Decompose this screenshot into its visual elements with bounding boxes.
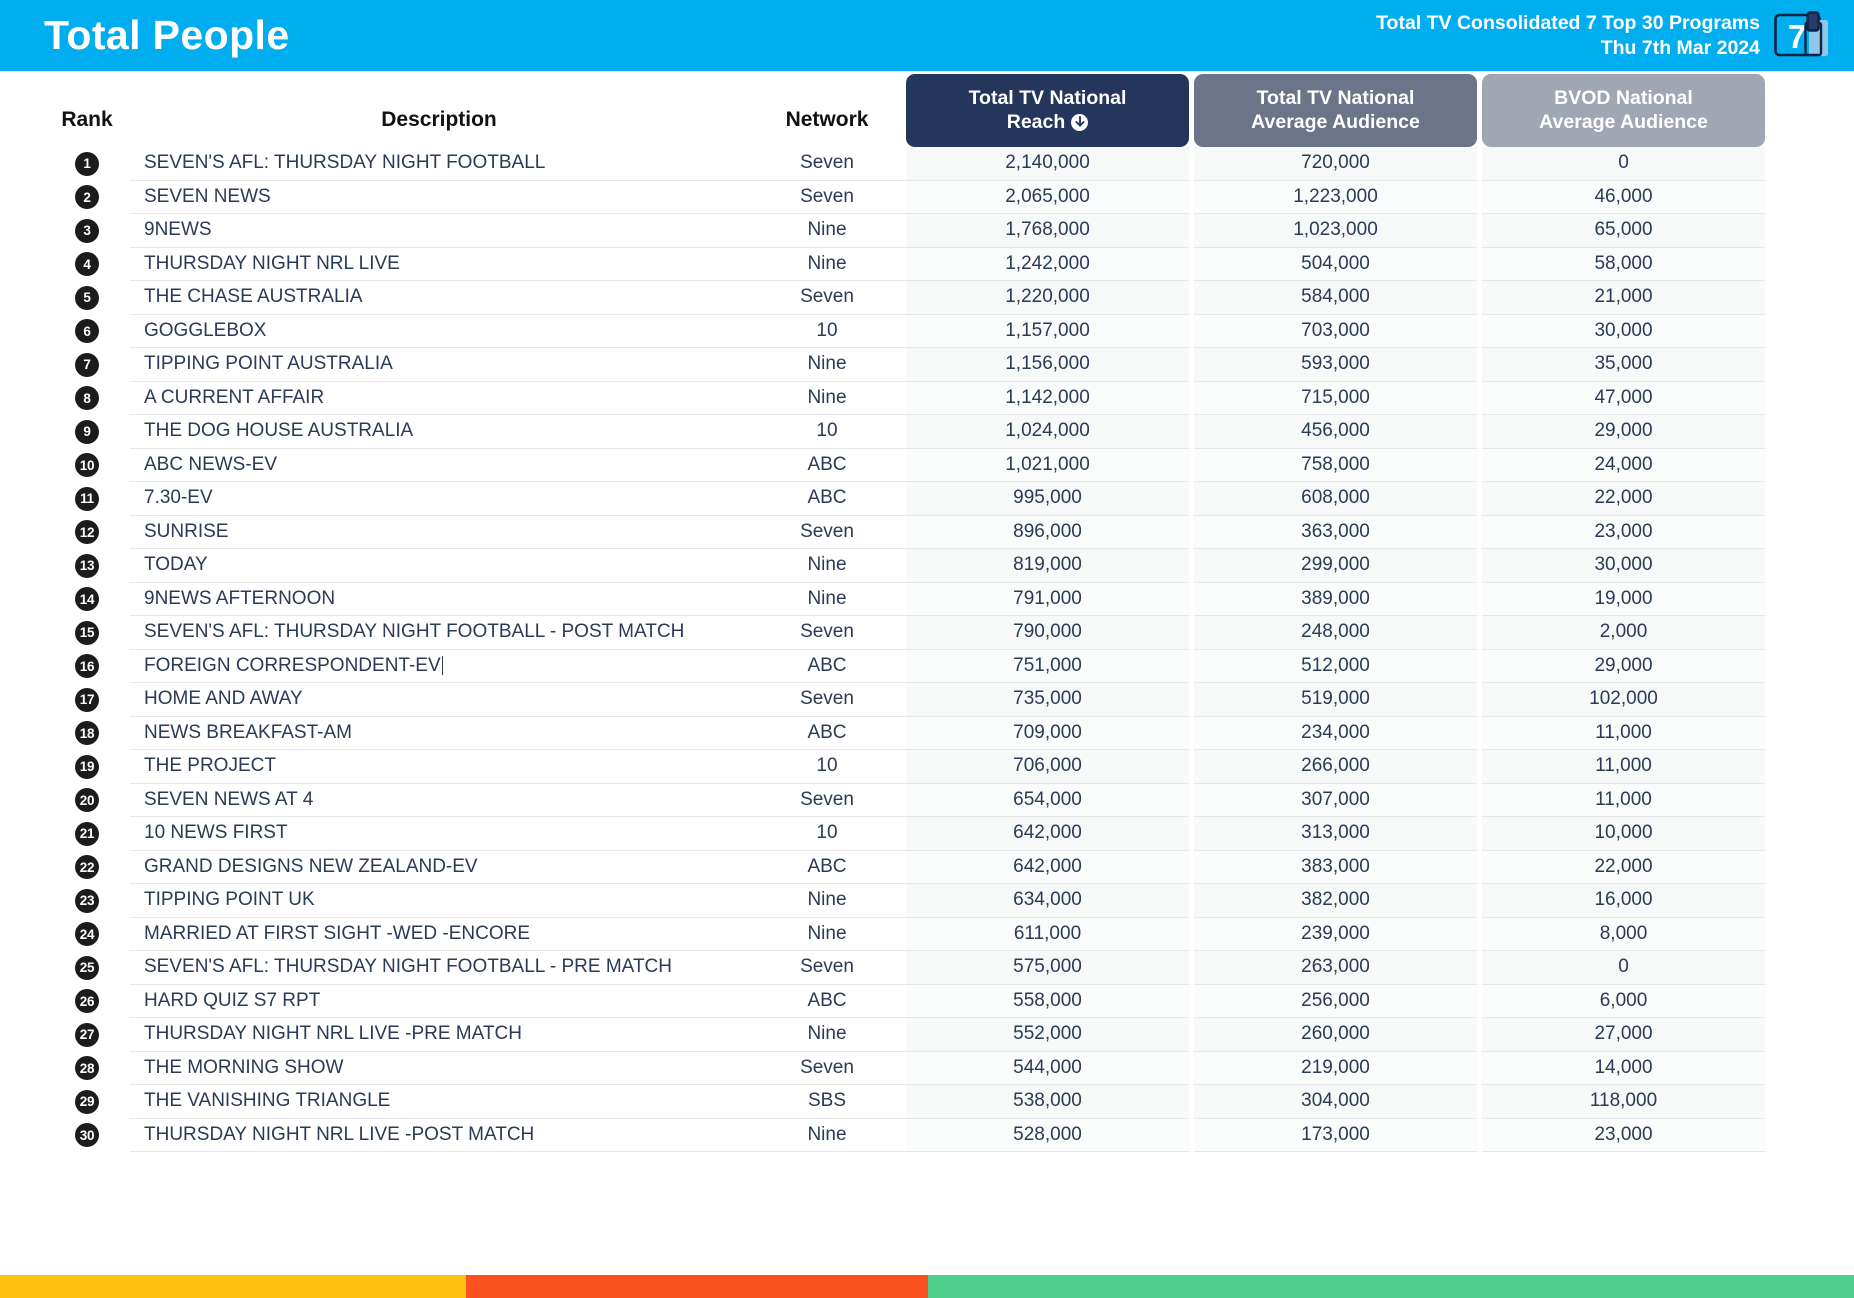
network-cell: Nine [748, 214, 906, 248]
column-header-avg-line2: Average Audience [1251, 110, 1420, 133]
bvod-national-average-audience-cell: 58,000 [1482, 248, 1765, 282]
description-text: HARD QUIZ S7 RPT [144, 989, 321, 1011]
rank-badge: 25 [75, 956, 99, 980]
total-tv-national-reach-cell: 538,000 [906, 1085, 1189, 1119]
total-tv-national-average-audience-cell: 260,000 [1194, 1018, 1477, 1052]
description-cell[interactable] [130, 1085, 748, 1119]
description-cell[interactable] [130, 851, 748, 885]
description-text: NEWS BREAKFAST-AM [144, 721, 352, 743]
rank-cell [44, 415, 130, 449]
table-row[interactable] [44, 382, 1810, 416]
total-tv-national-average-audience-cell: 1,023,000 [1194, 214, 1477, 248]
total-tv-national-reach-cell: 558,000 [906, 985, 1189, 1019]
description-cell[interactable] [130, 415, 748, 449]
table-row[interactable] [44, 985, 1810, 1019]
network-cell: Seven [748, 181, 906, 215]
total-tv-national-reach-cell: 611,000 [906, 918, 1189, 952]
bvod-national-average-audience-cell: 6,000 [1482, 985, 1765, 1019]
rank-cell [44, 382, 130, 416]
description-text: TIPPING POINT UK [144, 889, 315, 911]
network-cell: Seven [748, 281, 906, 315]
column-header-reach-line2: Reach [1006, 110, 1066, 133]
rank-cell [44, 884, 130, 918]
total-tv-national-reach-cell: 706,000 [906, 750, 1189, 784]
rank-cell [44, 315, 130, 349]
page-header [0, 0, 1854, 71]
total-tv-national-average-audience-cell: 758,000 [1194, 449, 1477, 483]
table-row[interactable] [44, 147, 1810, 181]
description-text: TODAY [144, 554, 208, 576]
total-tv-national-average-audience-cell: 703,000 [1194, 315, 1477, 349]
description-text: A CURRENT AFFAIR [144, 386, 325, 408]
description-text: SEVEN'S AFL: THURSDAY NIGHT FOOTBALL [144, 152, 546, 174]
total-tv-national-average-audience-cell: 382,000 [1194, 884, 1477, 918]
rank-badge: 8 [75, 386, 99, 410]
network-cell: Seven [748, 516, 906, 550]
total-tv-national-reach-cell: 552,000 [906, 1018, 1189, 1052]
network-cell: ABC [748, 482, 906, 516]
description-cell[interactable] [130, 1018, 748, 1052]
rank-badge: 5 [75, 286, 99, 310]
network-cell: Nine [748, 248, 906, 282]
network-cell: Nine [748, 918, 906, 952]
bvod-national-average-audience-cell: 30,000 [1482, 315, 1765, 349]
description-text: THE DOG HOUSE AUSTRALIA [144, 420, 414, 442]
bvod-national-average-audience-cell: 30,000 [1482, 549, 1765, 583]
column-header-network[interactable]: Network [785, 108, 869, 131]
rank-badge: 13 [75, 554, 99, 578]
network-cell: 10 [748, 315, 906, 349]
total-tv-national-average-audience-cell: 504,000 [1194, 248, 1477, 282]
description-cell[interactable] [130, 616, 748, 650]
total-tv-national-reach-cell: 709,000 [906, 717, 1189, 751]
table-row[interactable] [44, 1018, 1810, 1052]
rank-badge: 9 [75, 420, 99, 444]
text-cursor [442, 656, 443, 675]
rank-cell [44, 214, 130, 248]
report-meta [1376, 11, 1760, 61]
bvod-national-average-audience-cell: 24,000 [1482, 449, 1765, 483]
rank-badge: 12 [75, 520, 99, 544]
description-cell[interactable] [130, 1119, 748, 1153]
rank-badge: 2 [75, 185, 99, 209]
table-row[interactable] [44, 583, 1810, 617]
table-row[interactable] [44, 784, 1810, 818]
rank-badge: 11 [75, 487, 99, 511]
table-row[interactable] [44, 683, 1810, 717]
total-tv-national-reach-cell: 634,000 [906, 884, 1189, 918]
bvod-national-average-audience-cell: 0 [1482, 147, 1765, 181]
bvod-national-average-audience-cell: 102,000 [1482, 683, 1765, 717]
table-row[interactable] [44, 482, 1810, 516]
network-cell: 10 [748, 750, 906, 784]
rank-badge: 20 [75, 788, 99, 812]
total-tv-national-reach-cell: 1,142,000 [906, 382, 1189, 416]
total-tv-national-average-audience-cell: 219,000 [1194, 1052, 1477, 1086]
column-header-total-tv-national-reach[interactable] [906, 74, 1189, 147]
total-tv-national-average-audience-cell: 248,000 [1194, 616, 1477, 650]
description-cell[interactable] [130, 985, 748, 1019]
description-cell[interactable] [130, 214, 748, 248]
description-text: THURSDAY NIGHT NRL LIVE -PRE MATCH [144, 1023, 522, 1045]
rank-cell [44, 1085, 130, 1119]
description-text: 9NEWS AFTERNOON [144, 587, 336, 609]
total-tv-national-reach-cell: 1,157,000 [906, 315, 1189, 349]
table-row[interactable] [44, 415, 1810, 449]
report-name: Total TV Consolidated 7 Top 30 Programs [1376, 11, 1760, 34]
rank-badge: 1 [75, 152, 99, 176]
rank-cell [44, 851, 130, 885]
total-tv-national-reach-cell: 751,000 [906, 650, 1189, 684]
description-cell[interactable] [130, 348, 748, 382]
description-text: SUNRISE [144, 520, 229, 542]
total-tv-national-reach-cell: 995,000 [906, 482, 1189, 516]
rank-cell [44, 549, 130, 583]
rank-badge: 23 [75, 889, 99, 913]
description-cell[interactable] [130, 884, 748, 918]
table-row[interactable] [44, 951, 1810, 985]
description-cell[interactable] [130, 549, 748, 583]
total-tv-national-reach-cell: 791,000 [906, 583, 1189, 617]
column-header-bvod-line2: Average Audience [1539, 110, 1708, 133]
rank-cell [44, 1018, 130, 1052]
rank-cell [44, 482, 130, 516]
column-header-reach-line1: Total TV National [968, 87, 1127, 110]
rank-badge: 4 [75, 252, 99, 276]
description-text: TIPPING POINT AUSTRALIA [144, 353, 393, 375]
description-cell[interactable] [130, 281, 748, 315]
rank-cell [44, 985, 130, 1019]
rank-badge: 3 [75, 219, 99, 243]
channel-seven-logo-icon [1774, 9, 1836, 63]
total-tv-national-average-audience-cell: 715,000 [1194, 382, 1477, 416]
sort-descending-icon[interactable] [1071, 114, 1088, 131]
total-tv-national-average-audience-cell: 383,000 [1194, 851, 1477, 885]
network-cell: Nine [748, 583, 906, 617]
description-text: ABC NEWS-EV [144, 453, 278, 475]
network-cell: Nine [748, 884, 906, 918]
bvod-national-average-audience-cell: 118,000 [1482, 1085, 1765, 1119]
total-tv-national-reach-cell: 735,000 [906, 683, 1189, 717]
table-row[interactable] [44, 248, 1810, 282]
network-cell: ABC [748, 717, 906, 751]
total-tv-national-reach-cell: 1,242,000 [906, 248, 1189, 282]
rank-badge: 30 [75, 1123, 99, 1147]
total-tv-national-average-audience-cell: 307,000 [1194, 784, 1477, 818]
rank-cell [44, 717, 130, 751]
rank-badge: 29 [75, 1090, 99, 1114]
description-cell[interactable] [130, 817, 748, 851]
network-cell: Nine [748, 1119, 906, 1153]
total-tv-national-reach-cell: 642,000 [906, 817, 1189, 851]
bvod-national-average-audience-cell: 23,000 [1482, 516, 1765, 550]
rank-cell [44, 683, 130, 717]
total-tv-national-average-audience-cell: 512,000 [1194, 650, 1477, 684]
bvod-national-average-audience-cell: 65,000 [1482, 214, 1765, 248]
report-date: Thu 7th Mar 2024 [1600, 36, 1760, 59]
description-text: THE PROJECT [144, 755, 276, 777]
total-tv-national-average-audience-cell: 256,000 [1194, 985, 1477, 1019]
description-text: GRAND DESIGNS NEW ZEALAND-EV [144, 855, 478, 877]
rank-badge: 17 [75, 688, 99, 712]
bvod-national-average-audience-cell: 19,000 [1482, 583, 1765, 617]
rank-badge: 16 [75, 654, 99, 678]
column-header-avg-line1: Total TV National [1256, 87, 1415, 110]
column-header-description[interactable]: Description [381, 108, 497, 131]
rank-cell [44, 348, 130, 382]
network-cell: 10 [748, 817, 906, 851]
description-text: SEVEN'S AFL: THURSDAY NIGHT FOOTBALL - POST MATCH [144, 621, 685, 643]
table-row[interactable] [44, 1085, 1810, 1119]
total-tv-national-average-audience-cell: 299,000 [1194, 549, 1477, 583]
rank-cell [44, 1119, 130, 1153]
total-tv-national-reach-cell: 642,000 [906, 851, 1189, 885]
bvod-national-average-audience-cell: 0 [1482, 951, 1765, 985]
rank-cell [44, 1052, 130, 1086]
bvod-national-average-audience-cell: 2,000 [1482, 616, 1765, 650]
network-cell: ABC [748, 985, 906, 1019]
network-cell: Seven [748, 1052, 906, 1086]
description-cell[interactable] [130, 147, 748, 181]
total-tv-national-average-audience-cell: 263,000 [1194, 951, 1477, 985]
table-row[interactable] [44, 717, 1810, 751]
total-tv-national-average-audience-cell: 234,000 [1194, 717, 1477, 751]
page-title: Total People [44, 12, 290, 58]
network-cell: SBS [748, 1085, 906, 1119]
network-cell: Seven [748, 147, 906, 181]
total-tv-national-reach-cell: 2,140,000 [906, 147, 1189, 181]
footer-segment-orange [466, 1275, 928, 1298]
description-cell[interactable] [130, 449, 748, 483]
column-header-bvod-national-average-audience[interactable] [1482, 74, 1765, 147]
total-tv-national-reach-cell: 1,024,000 [906, 415, 1189, 449]
total-tv-national-reach-cell: 654,000 [906, 784, 1189, 818]
rank-badge: 27 [75, 1023, 99, 1047]
total-tv-national-average-audience-cell: 363,000 [1194, 516, 1477, 550]
description-text: SEVEN NEWS AT 4 [144, 788, 314, 810]
bvod-national-average-audience-cell: 22,000 [1482, 482, 1765, 516]
description-cell[interactable] [130, 181, 748, 215]
network-cell: ABC [748, 449, 906, 483]
table-row[interactable] [44, 549, 1810, 583]
footer-segment-green [928, 1275, 1854, 1298]
rank-badge: 22 [75, 855, 99, 879]
rank-cell [44, 951, 130, 985]
bvod-national-average-audience-cell: 47,000 [1482, 382, 1765, 416]
network-cell: Nine [748, 348, 906, 382]
description-cell[interactable] [130, 784, 748, 818]
description-text: MARRIED AT FIRST SIGHT -WED -ENCORE [144, 922, 531, 944]
rank-cell [44, 918, 130, 952]
bvod-national-average-audience-cell: 11,000 [1482, 784, 1765, 818]
table-row[interactable] [44, 650, 1810, 684]
total-tv-national-average-audience-cell: 593,000 [1194, 348, 1477, 382]
table-row[interactable] [44, 616, 1810, 650]
total-tv-national-average-audience-cell: 239,000 [1194, 918, 1477, 952]
bvod-national-average-audience-cell: 29,000 [1482, 650, 1765, 684]
table-row[interactable] [44, 884, 1810, 918]
description-cell[interactable] [130, 583, 748, 617]
total-tv-national-average-audience-cell: 456,000 [1194, 415, 1477, 449]
header-right-group [1376, 9, 1836, 63]
description-text: THE CHASE AUSTRALIA [144, 286, 363, 308]
column-header-total-tv-national-average-audience[interactable] [1194, 74, 1477, 147]
description-text: 7.30-EV [144, 487, 213, 509]
description-cell[interactable] [130, 1052, 748, 1086]
description-text: FOREIGN CORRESPONDENT-EV [144, 654, 441, 676]
svg-text:7: 7 [1787, 17, 1807, 55]
rank-badge: 6 [75, 319, 99, 343]
rank-badge: 19 [75, 755, 99, 779]
bvod-national-average-audience-cell: 11,000 [1482, 717, 1765, 751]
description-text: 10 NEWS FIRST [144, 822, 288, 844]
table-row[interactable] [44, 449, 1810, 483]
rank-cell [44, 650, 130, 684]
description-text: SEVEN NEWS [144, 185, 271, 207]
description-cell[interactable] [130, 918, 748, 952]
total-tv-national-average-audience-cell: 1,223,000 [1194, 181, 1477, 215]
total-tv-national-reach-cell: 1,156,000 [906, 348, 1189, 382]
description-cell[interactable] [130, 951, 748, 985]
network-cell: ABC [748, 851, 906, 885]
bvod-national-average-audience-cell: 11,000 [1482, 750, 1765, 784]
description-text: GOGGLEBOX [144, 319, 267, 341]
network-cell: Nine [748, 549, 906, 583]
description-cell[interactable] [130, 248, 748, 282]
total-tv-national-reach-cell: 544,000 [906, 1052, 1189, 1086]
rank-badge: 15 [75, 621, 99, 645]
total-tv-national-average-audience-cell: 584,000 [1194, 281, 1477, 315]
network-cell: ABC [748, 650, 906, 684]
total-tv-national-average-audience-cell: 266,000 [1194, 750, 1477, 784]
total-tv-national-reach-cell: 575,000 [906, 951, 1189, 985]
rank-cell [44, 817, 130, 851]
rank-badge: 28 [75, 1056, 99, 1080]
description-cell[interactable] [130, 315, 748, 349]
rank-badge: 7 [75, 353, 99, 377]
bvod-national-average-audience-cell: 22,000 [1482, 851, 1765, 885]
table-row[interactable] [44, 851, 1810, 885]
description-text: THURSDAY NIGHT NRL LIVE -POST MATCH [144, 1123, 535, 1145]
description-text: SEVEN'S AFL: THURSDAY NIGHT FOOTBALL - PRE MATCH [144, 956, 672, 978]
network-cell: Seven [748, 683, 906, 717]
network-cell: 10 [748, 415, 906, 449]
rank-cell [44, 750, 130, 784]
description-text: THURSDAY NIGHT NRL LIVE [144, 252, 400, 274]
network-cell: Nine [748, 382, 906, 416]
table-row[interactable] [44, 181, 1810, 215]
total-tv-national-reach-cell: 896,000 [906, 516, 1189, 550]
bvod-national-average-audience-cell: 35,000 [1482, 348, 1765, 382]
bvod-national-average-audience-cell: 10,000 [1482, 817, 1765, 851]
rank-cell [44, 449, 130, 483]
table-row[interactable] [44, 348, 1810, 382]
total-tv-national-reach-cell: 1,021,000 [906, 449, 1189, 483]
network-cell: Nine [748, 1018, 906, 1052]
table-header-row [44, 71, 1810, 147]
footer-segment-yellow [0, 1275, 466, 1298]
description-text: THE MORNING SHOW [144, 1056, 344, 1078]
rank-badge: 26 [75, 989, 99, 1013]
rank-badge: 21 [75, 822, 99, 846]
footer-color-bar [0, 1275, 1854, 1298]
total-tv-national-reach-cell: 819,000 [906, 549, 1189, 583]
total-tv-national-reach-cell: 1,220,000 [906, 281, 1189, 315]
description-text: 9NEWS [144, 219, 212, 241]
total-tv-national-average-audience-cell: 173,000 [1194, 1119, 1477, 1153]
bvod-national-average-audience-cell: 14,000 [1482, 1052, 1765, 1086]
rank-cell [44, 516, 130, 550]
table-row[interactable] [44, 817, 1810, 851]
total-tv-national-average-audience-cell: 519,000 [1194, 683, 1477, 717]
bvod-national-average-audience-cell: 29,000 [1482, 415, 1765, 449]
rank-cell [44, 147, 130, 181]
rank-badge: 24 [75, 922, 99, 946]
description-cell[interactable] [130, 482, 748, 516]
total-tv-national-average-audience-cell: 313,000 [1194, 817, 1477, 851]
description-cell[interactable] [130, 650, 748, 684]
table-row[interactable] [44, 1119, 1810, 1153]
description-cell[interactable] [130, 750, 748, 784]
total-tv-national-reach-cell: 790,000 [906, 616, 1189, 650]
description-cell[interactable] [130, 683, 748, 717]
description-cell[interactable] [130, 516, 748, 550]
table-body [44, 147, 1810, 1152]
bvod-national-average-audience-cell: 16,000 [1482, 884, 1765, 918]
rank-badge: 14 [75, 587, 99, 611]
table-row[interactable] [44, 214, 1810, 248]
rank-cell [44, 784, 130, 818]
table-row[interactable] [44, 281, 1810, 315]
rank-cell [44, 248, 130, 282]
rank-badge: 10 [75, 453, 99, 477]
total-tv-national-reach-cell: 2,065,000 [906, 181, 1189, 215]
total-tv-national-reach-cell: 528,000 [906, 1119, 1189, 1153]
total-tv-national-reach-cell: 1,768,000 [906, 214, 1189, 248]
total-tv-national-average-audience-cell: 389,000 [1194, 583, 1477, 617]
total-tv-national-average-audience-cell: 304,000 [1194, 1085, 1477, 1119]
network-cell: Seven [748, 951, 906, 985]
rank-cell [44, 583, 130, 617]
table-row[interactable] [44, 750, 1810, 784]
column-header-rank[interactable]: Rank [61, 108, 113, 131]
bvod-national-average-audience-cell: 8,000 [1482, 918, 1765, 952]
total-tv-national-average-audience-cell: 608,000 [1194, 482, 1477, 516]
bvod-national-average-audience-cell: 23,000 [1482, 1119, 1765, 1153]
description-cell[interactable] [130, 717, 748, 751]
rank-cell [44, 281, 130, 315]
table-row[interactable] [44, 315, 1810, 349]
description-text: HOME AND AWAY [144, 688, 303, 710]
bvod-national-average-audience-cell: 21,000 [1482, 281, 1765, 315]
bvod-national-average-audience-cell: 27,000 [1482, 1018, 1765, 1052]
table-row[interactable] [44, 516, 1810, 550]
table-row[interactable] [44, 918, 1810, 952]
rank-cell [44, 181, 130, 215]
report-table [0, 71, 1854, 1152]
total-tv-national-average-audience-cell: 720,000 [1194, 147, 1477, 181]
rank-badge: 18 [75, 721, 99, 745]
rank-cell [44, 616, 130, 650]
network-cell: Seven [748, 616, 906, 650]
description-text: THE VANISHING TRIANGLE [144, 1090, 391, 1112]
column-header-bvod-line1: BVOD National [1554, 87, 1693, 110]
table-row[interactable] [44, 1052, 1810, 1086]
description-cell[interactable] [130, 382, 748, 416]
bvod-national-average-audience-cell: 46,000 [1482, 181, 1765, 215]
network-cell: Seven [748, 784, 906, 818]
